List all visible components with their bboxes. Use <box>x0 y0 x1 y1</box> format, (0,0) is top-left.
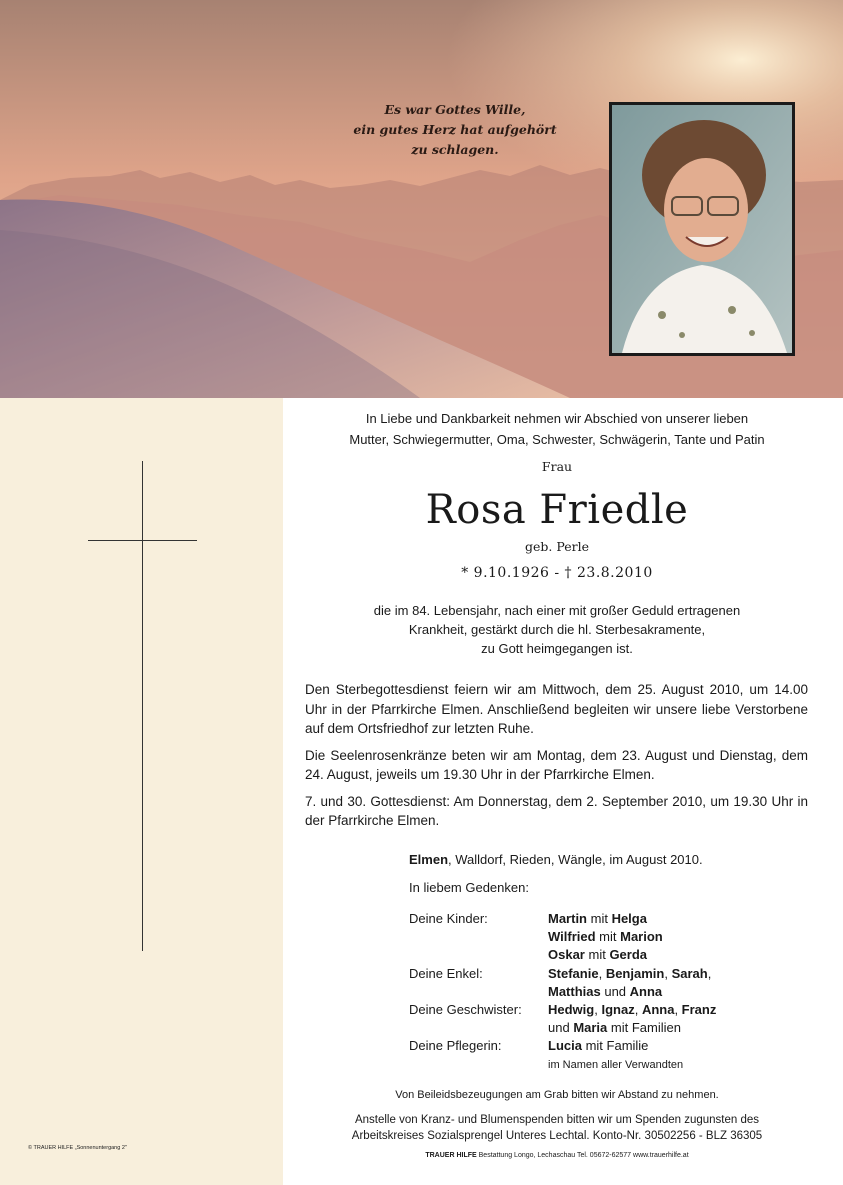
place-rest: , Walldorf, Rieden, Wängle, im August 2010. <box>448 852 703 867</box>
funeral-paragraph: Den Sterbegottesdienst feiern wir am Mittwoch, dem 25. August 2010, um 14.00 Uhr in der Pfarrkirche Elmen. Anschließend begleiten wir unsere liebe Verstorbene auf dem Ortsfriedhof zur letzten Ruhe. <box>305 682 808 736</box>
service-details <box>305 680 808 838</box>
deceased-name: Rosa Friedle <box>425 487 689 533</box>
imprint-text: Bestattung Longo, Lechaschau Tel. 05672-62577 www.trauerhilfe.at <box>476 1152 689 1159</box>
family-names: Martin mit Helga <box>548 911 647 926</box>
mass-paragraph: 7. und 30. Gottesdienst: Am Donnerstag, dem 2. September 2010, um 19.30 Uhr in der Pfarrkirche Elmen. <box>305 793 808 828</box>
cross-icon <box>142 461 143 951</box>
maiden-name: geb. Perle <box>525 539 589 554</box>
donation-note <box>303 1112 811 1144</box>
life-dates: * 9.10.1926 - † 23.8.2010 <box>461 565 653 581</box>
portrait-photo <box>609 102 795 356</box>
quote-line: Es war Gottes Wille, <box>384 102 526 117</box>
donation-line: Arbeitskreises Sozialsprengel Unteres Lechtal. Konto-Nr. 30502256 - BLZ 36305 <box>351 1130 763 1142</box>
quote-line: zu schlagen. <box>411 142 499 157</box>
family-label: Deine Kinder: <box>409 911 488 926</box>
intro-line: Mutter, Schwiegermutter, Oma, Schwester, Schwägerin, Tante und Patin <box>349 432 765 447</box>
family-label: Deine Enkel: <box>409 965 483 981</box>
cross-icon-bar <box>88 540 197 541</box>
relatives-note: im Namen aller Verwandten <box>548 1058 684 1071</box>
place-date <box>409 852 703 867</box>
in-memory-heading: In liebem Gedenken: <box>409 880 529 895</box>
family-names: und Maria mit Familien <box>548 1020 681 1036</box>
imprint <box>303 1152 811 1159</box>
illness-line: die im 84. Lebensjahr, nach einer mit großer Geduld ertragenen <box>373 603 741 618</box>
illness-text <box>303 601 811 658</box>
memorial-quote <box>345 100 565 160</box>
rosary-paragraph: Die Seelenrosenkränze beten wir am Montag, dem 23. August und Dienstag, dem 24. August, jeweils um 19.30 Uhr in der Pfarrkirche Elmen. <box>305 747 808 782</box>
brand-name: TRAUER HILFE <box>425 1152 477 1159</box>
family-names: Matthias und Anna <box>548 983 663 999</box>
intro-text <box>303 408 811 450</box>
family-names: Wilfried mit Marion <box>548 929 663 945</box>
illness-line: zu Gott heimgegangen ist. <box>481 641 633 656</box>
family-names: Oskar mit Gerda <box>548 947 648 963</box>
family-label: Deine Pflegerin: <box>409 1038 502 1054</box>
donation-line: Anstelle von Kranz- und Blumenspenden bitten wir um Spenden zugunsten des <box>354 1114 760 1126</box>
copyright-note: © TRAUER HILFE „Sonnenuntergang 2" <box>28 1145 127 1151</box>
deceased-title: Frau <box>541 459 573 474</box>
family-names: Lucia mit Familie <box>548 1038 649 1054</box>
intro-line: In Liebe und Dankbarkeit nehmen wir Abschied von unserer lieben <box>365 411 749 426</box>
town-name: Elmen <box>409 852 449 867</box>
illness-line: Krankheit, gestärkt durch die hl. Sterbesakramente, <box>408 622 706 637</box>
condolence-note: Von Beileidsbezeugungen am Grab bitten wir Abstand zu nehmen. <box>395 1089 719 1101</box>
family-label: Deine Geschwister: <box>409 1001 522 1017</box>
quote-line: ein gutes Herz hat aufgehört <box>353 122 557 137</box>
family-names: Hedwig, Ignaz, Anna, Franz <box>548 1001 717 1017</box>
family-names: Stefanie, Benjamin, Sarah, <box>548 965 712 981</box>
